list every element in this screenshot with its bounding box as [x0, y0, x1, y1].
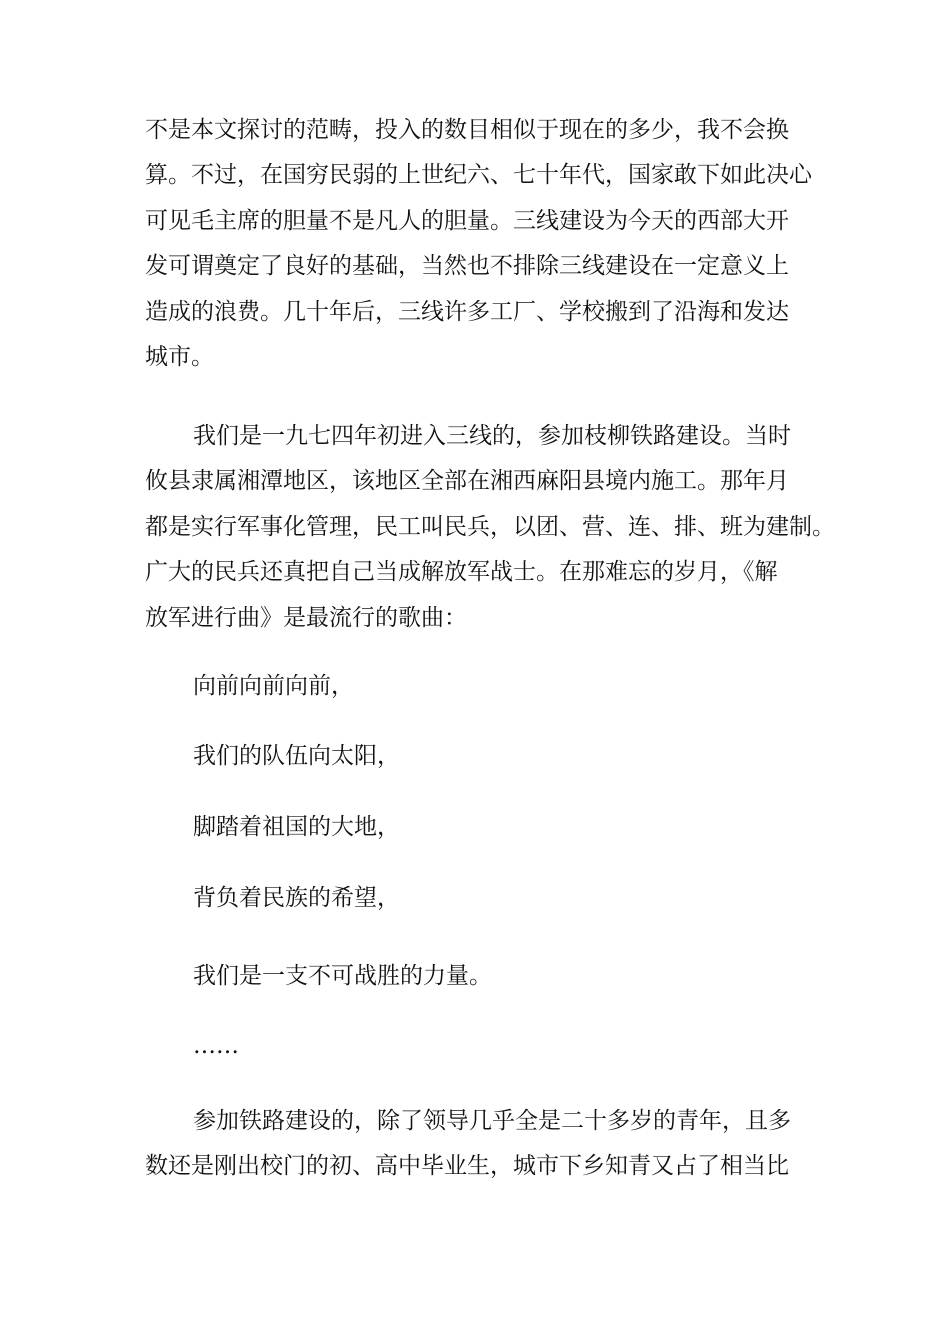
paragraph-2-line-3: 都是实行军事化管理，民工叫民兵，以团、营、连、排、班为建制。 [145, 514, 835, 540]
paragraph-1-line-6: 城市。 [145, 344, 214, 370]
paragraph-2-line-2: 攸县隶属湘潭地区，该地区全部在湘西麻阳县境内施工。那年月 [145, 468, 789, 494]
song-line-4: 背负着民族的希望， [193, 885, 400, 911]
paragraph-1-line-3: 可见毛主席的胆量不是凡人的胆量。三线建设为今天的西部大开 [145, 208, 789, 234]
paragraph-1-line-4: 发可谓奠定了良好的基础，当然也不排除三线建设在一定意义上 [145, 253, 789, 279]
paragraph-2-line-4: 广大的民兵还真把自己当成解放军战士。在那难忘的岁月，《解 [145, 559, 778, 585]
paragraph-1-line-1: 不是本文探讨的范畴，投入的数目相似于现在的多少，我不会换 [145, 117, 789, 143]
paragraph-3-line-2: 数还是刚出校门的初、高中毕业生，城市下乡知青又占了相当比 [145, 1153, 789, 1179]
paragraph-2-line-1: 我们是一九七四年初进入三线的，参加枝柳铁路建设。当时 [193, 423, 791, 449]
song-line-2: 我们的队伍向太阳， [193, 743, 400, 769]
paragraph-1-line-2: 算。不过，在国穷民弱的上世纪六、七十年代，国家敢下如此决心 [145, 162, 812, 188]
song-line-5: 我们是一支不可战胜的力量。 [193, 963, 492, 989]
ellipsis-line: …… [193, 1033, 239, 1059]
paragraph-3-line-1: 参加铁路建设的，除了领导几乎全是二十多岁的青年，且多 [193, 1108, 791, 1134]
paragraph-2-line-5: 放军进行曲》是最流行的歌曲： [145, 605, 467, 631]
song-line-3: 脚踏着祖国的大地， [193, 814, 400, 840]
paragraph-1-line-5: 造成的浪费。几十年后，三线许多工厂、学校搬到了沿海和发达 [145, 299, 789, 325]
song-line-1: 向前向前向前， [193, 673, 354, 699]
